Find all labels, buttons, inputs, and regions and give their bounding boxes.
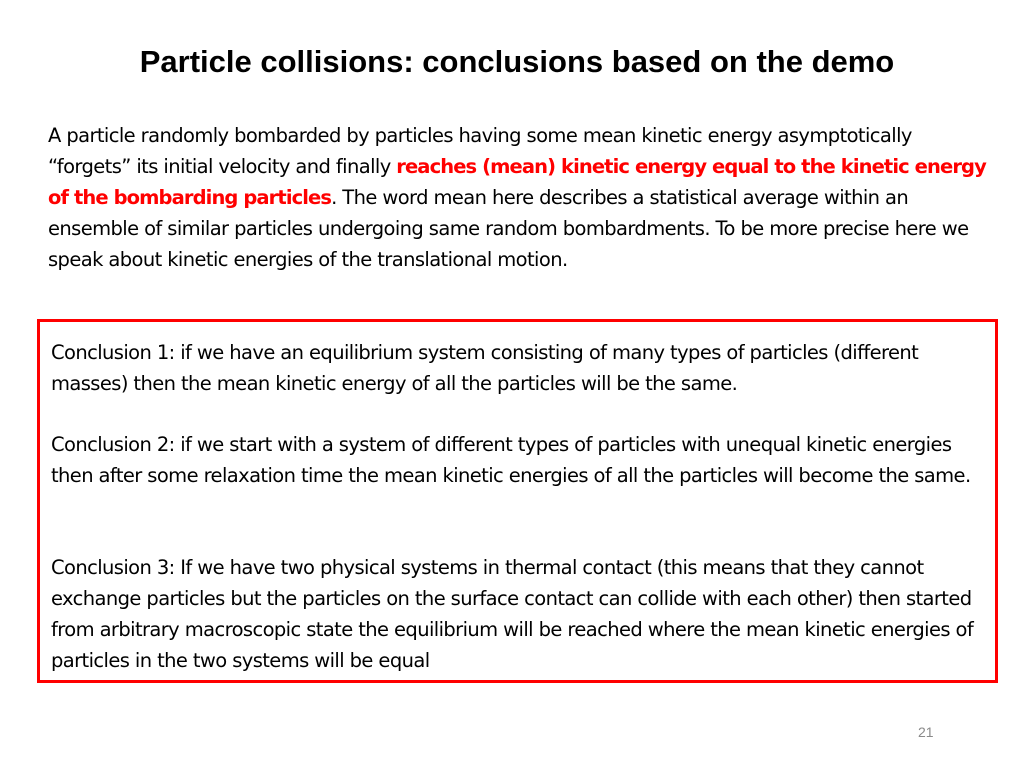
slide-title: Particle collisions: conclusions based on the demo [139, 44, 895, 79]
intro-text-start: A particle randomly bombarded by particles having some mean kinetic energy asymptotically “forgets” its initial velocity and finally [48, 124, 912, 178]
conclusion-1: Conclusion 1: if we have an equilibrium system consisting of many types of particles (different masses) then the mean kinetic energy of all the particles will be the same. [51, 341, 919, 395]
conclusions-box [37, 319, 998, 683]
conclusion-2: Conclusion 2: if we start with a system of different types of particles with unequal kinetic energies then after some relaxation time the mean kinetic energies of all the particles will become the same. [51, 433, 971, 487]
intro-text-end: . The word mean here describes a statistical average within an ensemble of similar particles undergoing same random bombardments. To be more precise here we speak about kinetic energies of the translational motion. [48, 186, 969, 271]
conclusion-3: Conclusion 3: If we have two physical systems in thermal contact (this means that they cannot exchange particles but the particles on the surface contact can collide with each other) then started from arbitrary macroscopic state the equilibrium will be reached where the mean kinetic energies of particles in the two systems will be equal [51, 556, 974, 672]
page-number: 21 [918, 724, 934, 740]
intro-paragraph [48, 120, 998, 275]
intro-highlight: reaches (mean) kinetic energy equal to the kinetic energy of the bombarding particles [48, 155, 986, 209]
